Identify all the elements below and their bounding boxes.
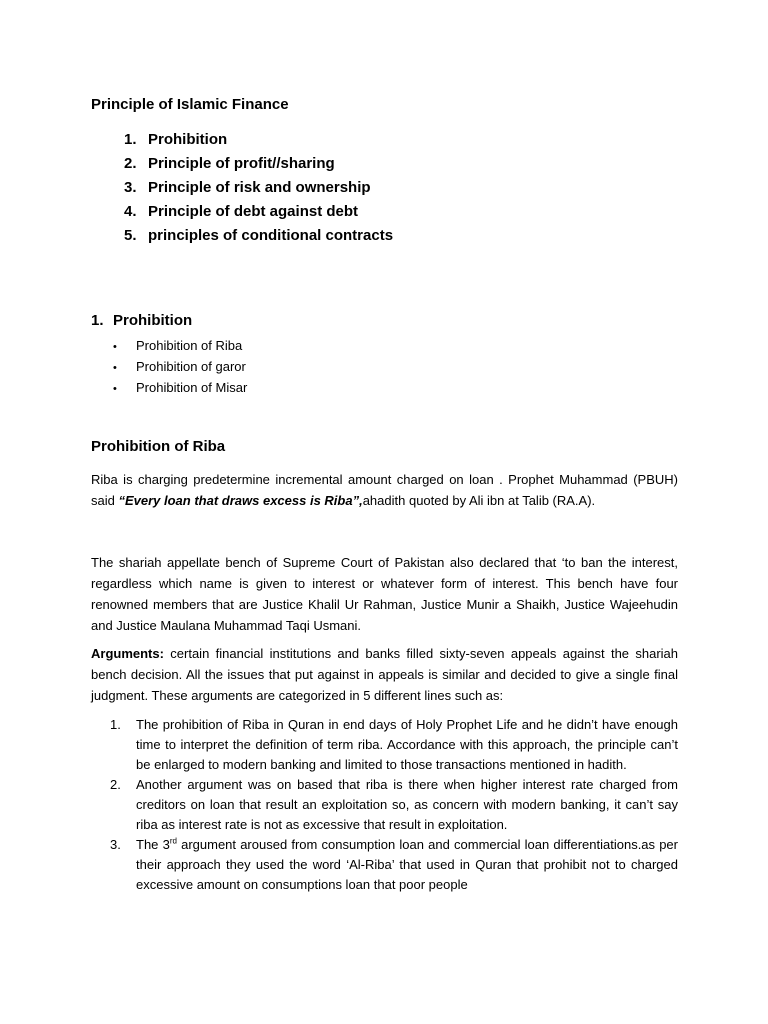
list-item: 4. Principle of debt against debt <box>124 203 359 220</box>
hadith-quote: “Every loan that draws excess is Riba”, <box>118 493 363 508</box>
bullet-icon: • <box>113 341 117 353</box>
list-item: 3. Principle of risk and ownership <box>124 179 371 196</box>
arguments-list <box>110 715 678 895</box>
list-item: • Prohibition of Misar <box>113 377 247 398</box>
list-item: 2. Another argument was on based that riba is there when higher interest rate charged from creditors on loan that result an exploitation so, as concern with modern banking, it can’t say riba as interest rate is not as excessive that result in exploitation. <box>110 777 678 832</box>
bullet-icon: • <box>113 383 117 395</box>
document-title: Principle of Islamic Finance <box>91 96 289 113</box>
riba-definition-paragraph: Riba is charging predetermine incremental amount charged on loan . Prophet Muhammad (PBUH) said “Every loan that draws excess is Riba”,ahadith quoted by Ali ibn at Talib (RA.A). <box>91 472 678 508</box>
list-item: • Prohibition of garor <box>113 356 247 377</box>
bullet-icon: • <box>113 362 117 374</box>
list-item: 3. The 3rd argument aroused from consumption loan and commercial loan differentiations.as per their approach they used the word ‘Al-Riba’ that used in Quran that prohibit not to charged excessive amount on consumptions loan that poor people <box>110 836 678 892</box>
list-item: 5. principles of conditional contracts <box>124 227 394 244</box>
section-heading-riba: Prohibition of Riba <box>91 438 226 455</box>
principles-list <box>124 128 393 248</box>
arguments-label: Arguments: <box>91 646 164 661</box>
section-heading-prohibition: 1. Prohibition <box>91 312 193 329</box>
arguments-paragraph: Arguments: certain financial institutions and banks filled sixty-seven appeals against the shariah bench decision. All the issues that put against in appeals is similar and decided to give a single final judgment. These arguments are categorized in 5 different lines such as: <box>91 646 678 703</box>
list-item: 1. Prohibition <box>124 131 228 148</box>
list-item: 1. The prohibition of Riba in Quran in end days of Holy Prophet Life and he didn’t have enough time to interpret the definition of term riba. Accordance with this approach, the principle can’t be enlarged to modern banking and limited to those transactions mentioned in hadith. <box>110 717 678 772</box>
prohibition-bullet-list <box>113 335 247 398</box>
list-item: 2. Principle of profit//sharing <box>124 155 335 172</box>
list-item: • Prohibition of Riba <box>113 335 247 356</box>
supreme-court-paragraph: The shariah appellate bench of Supreme Court of Pakistan also declared that ‘to ban the interest, regardless which name is given to interest or whatever form of interest. This bench have four renowned members that are Justice Khalil Ur Rahman, Justice Munir a Shaikh, Justice Wajeehudin and Justice Maulana Muhammad Taqi Usmani. <box>91 555 678 633</box>
